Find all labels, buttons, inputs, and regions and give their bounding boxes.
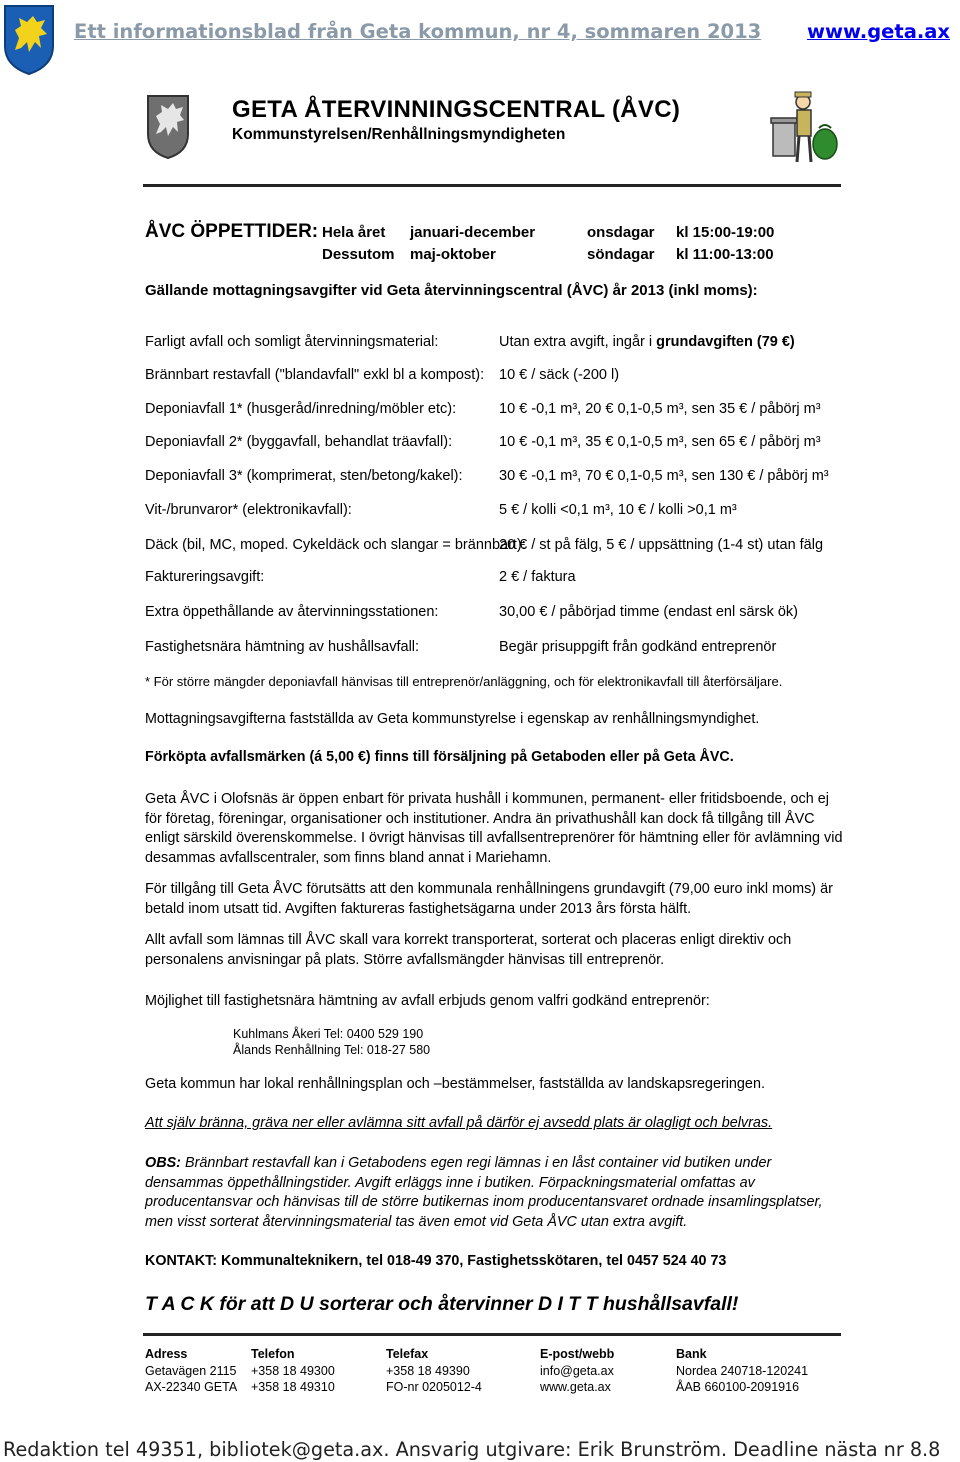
regulations-paragraph: Geta kommun har lokal renhållningsplan och –bestämmelser, fastställda av landskapsregeringen.	[145, 1076, 765, 1092]
org-title: GETA ÅTERVINNINGSCENTRAL (ÅVC)	[232, 96, 681, 123]
hours-day: söndagar	[587, 246, 655, 263]
contractor-item: Kuhlmans Åkeri Tel: 0400 529 190	[233, 1027, 424, 1041]
fee-value: 10 € -0,1 m³, 35 € 0,1-0,5 m³, sen 65 € / påbörj m³	[499, 434, 821, 450]
hours-label: ÅVC ÖPPETTIDER:	[145, 221, 319, 242]
fee-label: Vit-/brunvaror* (elektronikavfall):	[145, 502, 352, 518]
footer-fax: Telefax +358 18 49390 FO-nr 0205012-4	[386, 1347, 482, 1394]
access-paragraph: Geta ÅVC i Olofsnäs är öppen enbart för privata hushåll i kommunen, permanent- eller fritidsboende, och ej för företag, föreningar, organisationer och institutioner. Andra än privathushåll kan dock få tillgång till ÅVC enligt särskild överenskommelse. I övrigt hänvisas till avfallsentreprenörer för hämtning eller för avlämning vid desammas avfallscentraler, som finns bland annat i Mariehamn.	[145, 791, 843, 866]
hours-time: kl 11:00-13:00	[676, 246, 774, 263]
footer-rule	[143, 1333, 841, 1336]
fee-label: Fastighetsnära hämtning av hushållsavfall:	[145, 639, 420, 655]
website-link[interactable]: www.geta.ax	[806, 20, 950, 43]
fee-label: Extra öppethållande av återvinningsstationen:	[145, 604, 439, 620]
hours-months: januari-december	[410, 224, 536, 241]
sorting-paragraph: Allt avfall som lämnas till ÅVC skall vara korrekt transporterat, sorterat och placeras enligt direktiv och personalens anvisningar på plats. Större avfallsmängder hänvisas till entreprenör.	[145, 932, 792, 968]
fee-value: 2 € / faktura	[499, 569, 576, 585]
header-rule	[143, 184, 841, 187]
newsletter-header	[0, 0, 960, 80]
fee-label: Däck (bil, MC, moped. Cykeldäck och slangar = brännbart):	[145, 537, 526, 553]
footer-address: Adress Getavägen 2115 AX-22340 GETA	[145, 1347, 238, 1394]
obs-paragraph: OBS: Brännbart restavfall kan i Getabodens egen regi lämnas i en låst container vid butiken under densammas öppethållningstider. Avgift erläggs inne i butiken. Förpackningsmaterial omfattas av producentansvar och hänvisas till de större butikernas inom producentansvaret ordnade insamlingsplatser, men visst sorterat återvinningsmaterial tas även emot vid Geta ÅVC utan extra avgift.	[145, 1155, 823, 1230]
footnote: * För större mängder deponiavfall hänvisas till entreprenör/anläggning, och för elektronikavfall till återförsäljare.	[145, 674, 783, 689]
fee-label: Brännbart restavfall ("blandavfall" exkl bl a kompost):	[145, 367, 485, 383]
hours-day: onsdagar	[587, 224, 655, 241]
fee-paragraph: För tillgång till Geta ÅVC förutsätts att den kommunala renhållningens grundavgift (79,00 euro inkl moms) är betald inom utsatt tid. Avgiften faktureras fastighetsägarna under 2013 års första hälft.	[145, 881, 833, 917]
geta-crest-icon	[3, 4, 55, 76]
org-subtitle: Kommunstyrelsen/Renhållningsmyndigheten	[232, 126, 566, 143]
geta-shield-logo-icon	[146, 94, 190, 160]
footer-email: E-post/webb info@geta.ax www.geta.ax	[540, 1347, 615, 1394]
fee-value: Begär prisuppgift från godkänd entreprenör	[499, 639, 777, 655]
fees-heading: Gällande mottagningsavgifter vid Geta återvinningscentral (ÅVC) år 2013 (inkl moms):	[145, 282, 758, 299]
footer-phone: Telefon +358 18 49300 +358 18 49310	[251, 1347, 335, 1394]
contact-line: KONTAKT: Kommunalteknikern, tel 018-49 370, Fastighetsskötaren, tel 0457 524 40 73	[145, 1253, 727, 1269]
newsletter-title: Ett informationsblad från Geta kommun, nr 4, sommaren 2013	[74, 20, 762, 43]
hours-period: Hela året	[322, 224, 386, 241]
fee-label: Deponiavfall 3* (komprimerat, sten/betong/kakel):	[145, 468, 463, 484]
hours-period: Dessutom	[322, 246, 395, 263]
fee-value: 5 € / kolli <0,1 m³, 10 € / kolli >0,1 m³	[499, 502, 737, 518]
hours-months: maj-oktober	[410, 246, 496, 263]
fee-label: Faktureringsavgift:	[145, 569, 265, 585]
fee-label: Farligt avfall och somligt återvinningsmaterial:	[145, 334, 439, 350]
fee-label: Deponiavfall 2* (byggavfall, behandlat träavfall):	[145, 434, 453, 450]
footer-bank: Bank Nordea 240718-120241 ÅAB 660100-2091916	[676, 1347, 809, 1394]
recycling-mascot-icon	[765, 88, 840, 168]
illegal-dumping-warning: Att själv bränna, gräva ner eller avlämna sitt avfall på därför ej avsedd plats är olagligt och belvras.	[145, 1115, 773, 1131]
thanks-line: T A C K för att D U sorterar och återvinner D I T T hushållsavfall!	[145, 1293, 739, 1315]
pickup-paragraph: Möjlighet till fastighetsnära hämtning av avfall erbjuds genom valfri godkänd entreprenör:	[145, 993, 710, 1009]
fees-established-note: Mottagningsavgifterna fastställda av Geta kommunstyrelse i egenskap av renhållningsmyndighet.	[145, 711, 760, 727]
editorial-footer: Redaktion tel 49351, bibliotek@geta.ax. Ansvarig utgivare: Erik Brunström. Deadline nästa nr 8.8	[3, 1438, 941, 1461]
hours-time: kl 15:00-19:00	[676, 224, 775, 241]
waste-stamps-note: Förköpta avfallsmärken (á 5,00 €) finns till försäljning på Getaboden eller på Geta ÅVC.	[145, 749, 734, 765]
fee-value: 10 € / säck (-200 l)	[499, 367, 620, 383]
fee-value: 10 € -0,1 m³, 20 € 0,1-0,5 m³, sen 35 € / påbörj m³	[499, 401, 821, 417]
fee-value: 30 € -0,1 m³, 70 € 0,1-0,5 m³, sen 130 € / påbörj m³	[499, 468, 829, 484]
fee-label: Deponiavfall 1* (husgeråd/inredning/möbler etc):	[145, 401, 457, 417]
fee-value: Utan extra avgift, ingår i grundavgiften (79 €)	[499, 334, 795, 350]
fee-value: 30,00 € / påbörjad timme (endast enl särsk ök)	[499, 604, 799, 620]
fee-value: 20 € / st på fälg, 5 € / uppsättning (1-4 st) utan fälg	[499, 537, 824, 553]
contractor-item: Ålands Renhållning Tel: 018-27 580	[233, 1043, 431, 1057]
